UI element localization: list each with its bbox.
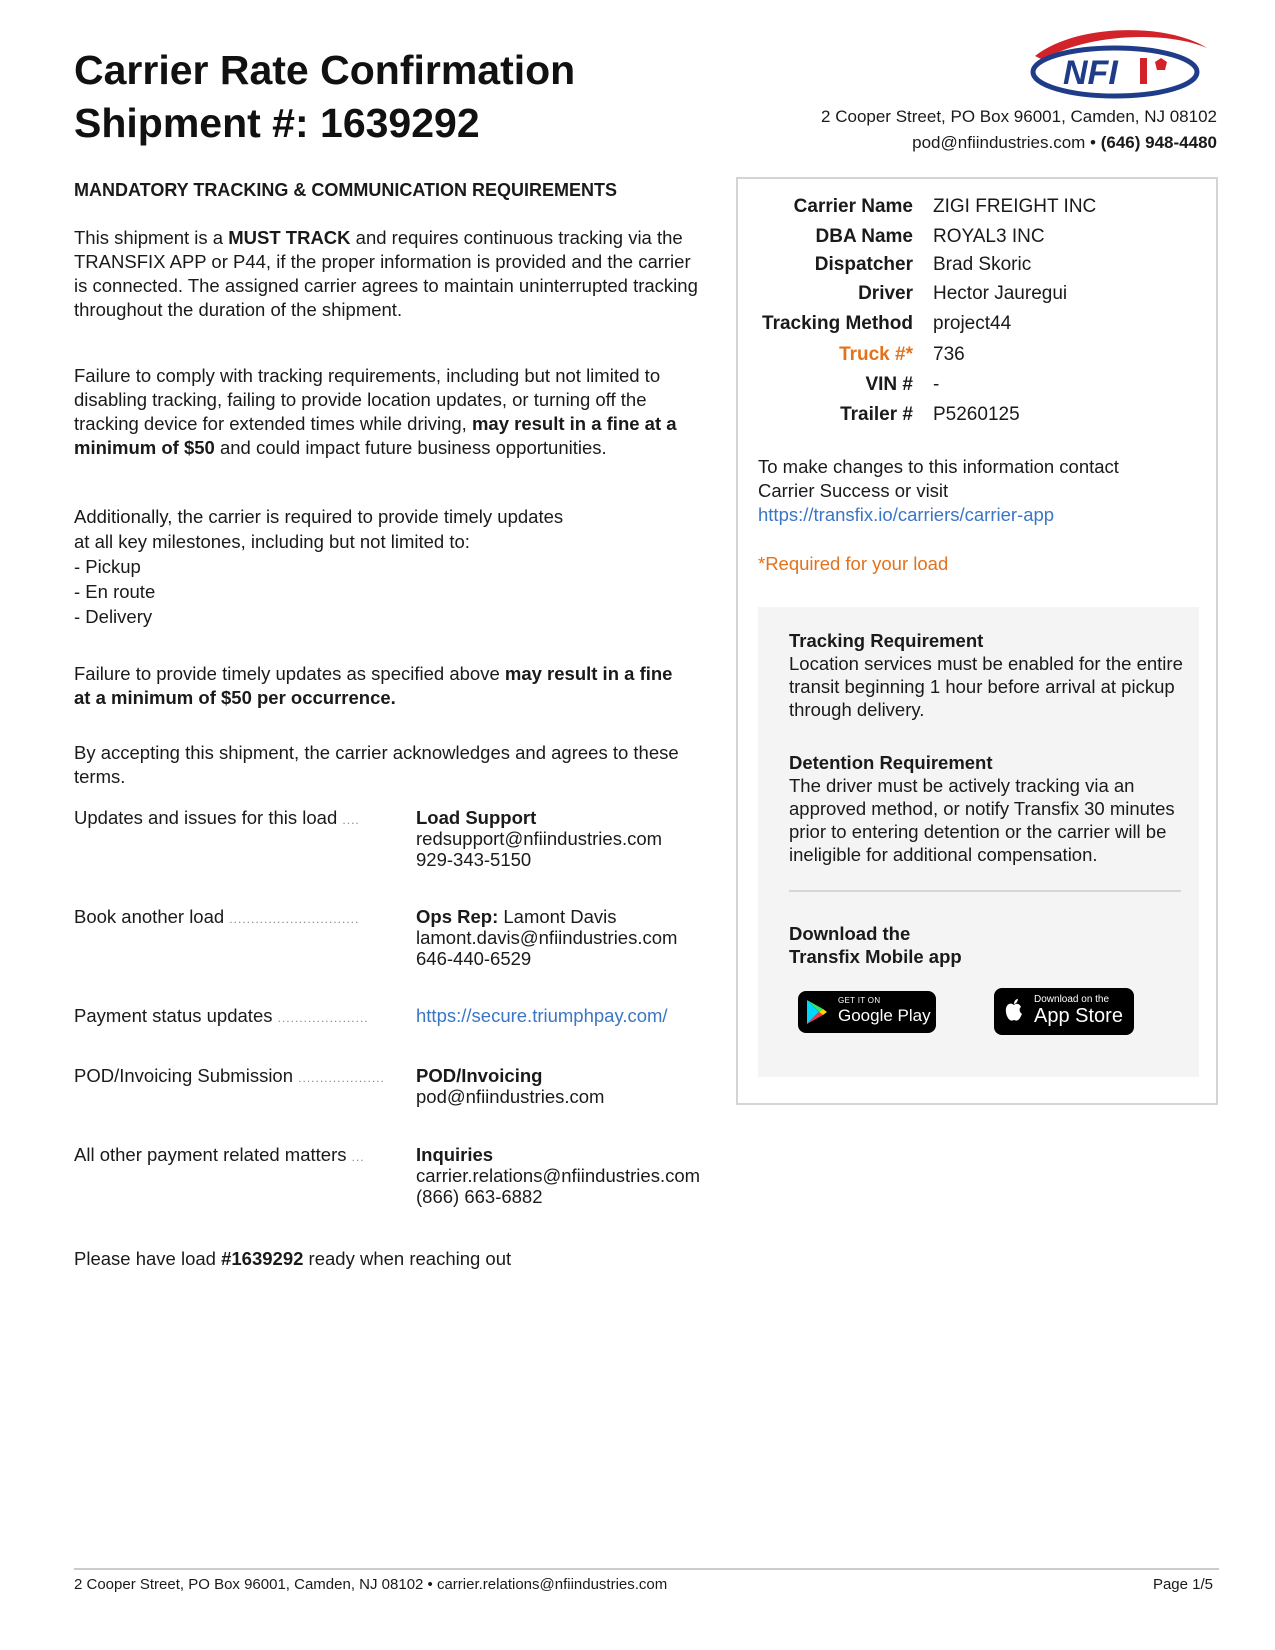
footer-address: 2 Cooper Street, PO Box 96001, Camden, NJ 08102 • carrier.relations@nfiindustries.com (74, 1576, 668, 1593)
page-title (74, 44, 575, 150)
requirements-heading: MANDATORY TRACKING & COMMUNICATION REQUIREMENTS (74, 180, 617, 200)
must-track-label: MUST TRACK (228, 227, 351, 248)
inquiries-email[interactable]: carrier.relations@nfiindustries.com (416, 1165, 701, 1186)
detention-requirement: Detention Requirement The driver must be actively tracking via an approved method, or notify Transfix 30 minutes prior to entering detention or the carrier will be ineligible for additional compensation. (789, 751, 1189, 866)
load-support-phone: 929-343-5150 (416, 849, 532, 870)
closing-note: Please have load #1639292 ready when reaching out (74, 1248, 512, 1269)
carrier-app-link[interactable]: https://transfix.io/carriers/carrier-app (758, 504, 1055, 525)
download-app-heading: Download the Transfix Mobile app (789, 923, 962, 967)
must-track-paragraph: This shipment is a MUST TRACK and requires continuous tracking via the TRANSFIX APP or P44, if the proper information is provided and the carrier is connected. The assigned carrier agrees to maintain uninterrupted tracking throughout the duration of the shipment. (74, 227, 698, 320)
header-separator: • (1090, 133, 1096, 152)
ops-rep-phone: 646-440-6529 (416, 948, 532, 969)
ops-rep-email[interactable]: lamont.davis@nfiindustries.com (416, 927, 678, 948)
change-info-note: To make changes to this information contact Carrier Success or visit https://transfix.io/carriers/carrier-app (758, 456, 1119, 525)
milestone-pickup: - Pickup (74, 556, 141, 577)
updates-fine-paragraph: Failure to provide timely updates as specified above may result in a fine at a minimum of $50 per occurrence. (74, 663, 673, 708)
load-number: #1639292 (221, 1248, 304, 1269)
page-number: Page 1/5 (1152, 1576, 1213, 1593)
milestone-en-route: - En route (74, 581, 156, 602)
carrier-info-panel: Carrier Name ZIGI FREIGHT INC DBA Name ROYAL3 INC Dispatcher Brad Skoric Driver Hector Jauregui Tracking Method project44 Truck #* 736 VIN # - Trailer # P5260125 To make changes to this information contact Carrier Success or visit https://transfix.io/carriers/carrier-app *Required for your load Tracking Requirement Location services must be enabled for the entire transit beginning 1 hour before arrival at pickup through delivery. Detention Requirement The driver must be actively tracking via an approved method, or notify Transfix 30 minutes prior to entering detention or the carrier will be ineligible for additional compensation. Download the Transfix Mobile app GET IT ON Google Play Download on the App Store (736, 177, 1218, 1105)
requirements-info-box (758, 607, 1199, 1077)
detention-requirement-title: Detention Requirement (789, 752, 993, 773)
app-store-button[interactable]: Download on the App Store (994, 988, 1134, 1035)
load-support-email[interactable]: redsupport@nfiindustries.com (416, 828, 663, 849)
header-address: 2 Cooper Street, PO Box 96001, Camden, NJ 08102 (821, 107, 1217, 126)
tracking-requirement: Tracking Requirement Location services must be enabled for the entire transit beginning 1 hour before arrival at pickup through delivery. (789, 629, 1189, 721)
title-line-2: Shipment #: 1639292 (74, 100, 480, 146)
header-address-block (821, 104, 1217, 156)
google-play-icon (806, 999, 828, 1025)
pod-email[interactable]: pod@nfiindustries.com (416, 1086, 605, 1107)
triumphpay-link[interactable]: https://secure.triumphpay.com/ (416, 1005, 668, 1026)
google-play-button[interactable]: GET IT ON Google Play (798, 991, 936, 1033)
tracking-requirement-title: Tracking Requirement (789, 630, 984, 651)
nfi-logo (1015, 22, 1215, 100)
required-note: *Required for your load (758, 553, 949, 574)
footer-divider (74, 1568, 1219, 1570)
tracking-fine-paragraph: Failure to comply with tracking requirements, including but not limited to disabling tracking, failing to provide location updates, or turning off the tracking device for extended times while driving, may result in a fine at a minimum of $50 and could impact future business opportunities. (74, 365, 677, 458)
header-phone: (646) 948-4480 (1100, 133, 1217, 152)
logo-text: NFI (1063, 54, 1118, 92)
inquiries-phone: (866) 663-6882 (416, 1186, 543, 1207)
milestone-delivery: - Delivery (74, 606, 153, 627)
info-box-divider (789, 890, 1181, 892)
title-line-1: Carrier Rate Confirmation (74, 47, 576, 93)
milestones-paragraph: Additionally, the carrier is required to provide timely updates at all key milestones, including but not limited to: - Pickup - En route - Delivery (74, 504, 704, 629)
header-email[interactable]: pod@nfiindustries.com (912, 133, 1086, 152)
header-contact (821, 130, 1217, 156)
apple-icon (1004, 999, 1024, 1023)
acceptance-paragraph: By accepting this shipment, the carrier acknowledges and agrees to these terms. (74, 742, 679, 787)
